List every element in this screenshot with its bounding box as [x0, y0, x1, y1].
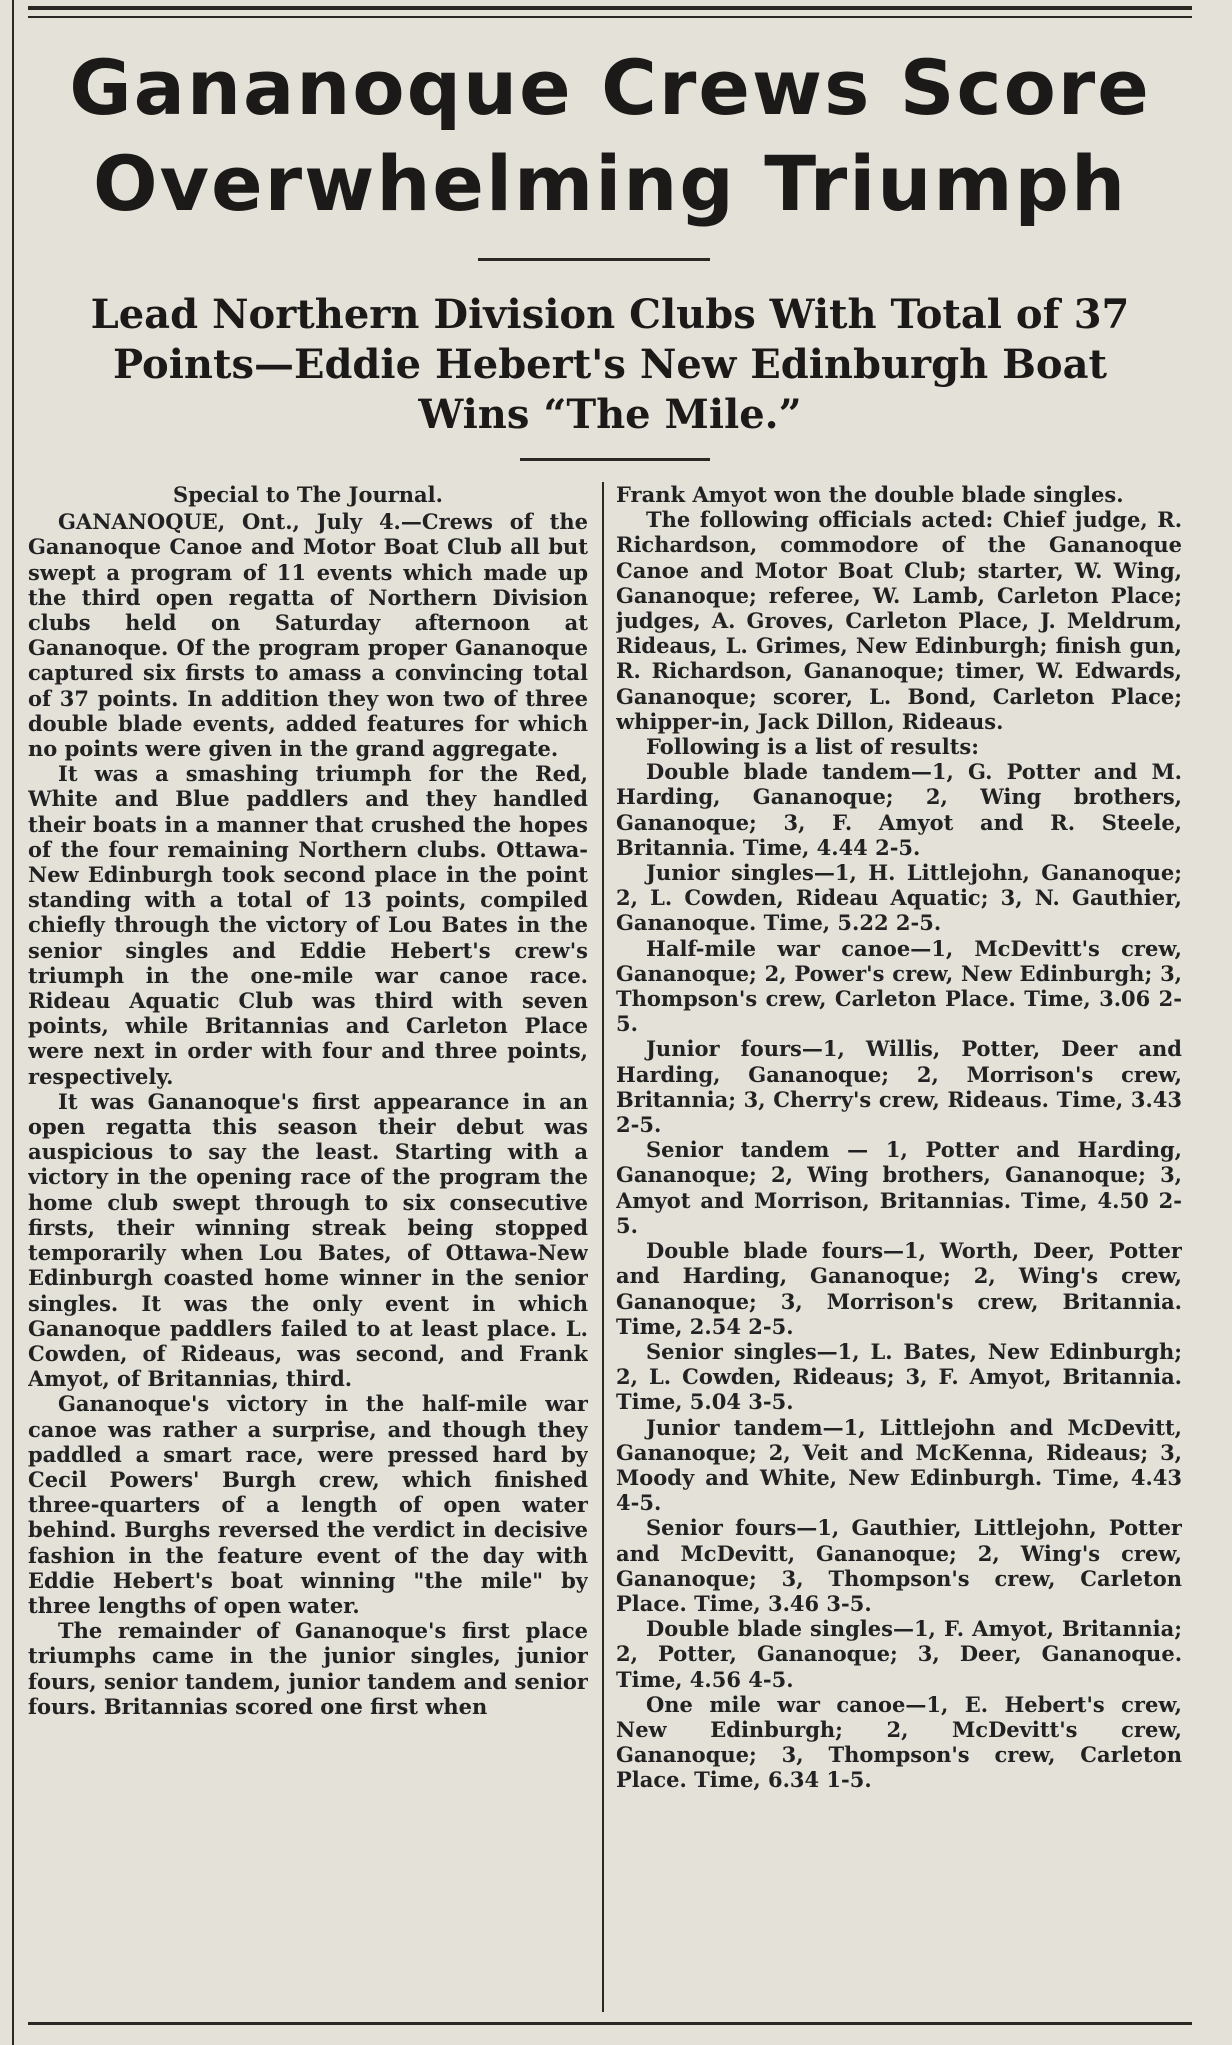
- results-intro: Following is a list of results:: [646, 734, 979, 760]
- result-entry: Senior singles—1, L. Bates, New Edinburgh; 2, L. Cowden, Rideaus; 3, F. Amyot, Britannia. Time, 5.04 3-5.: [616, 1338, 1182, 1415]
- subheadline: [28, 290, 1192, 440]
- paragraph: Gananoque's victory in the half-mile war canoe was rather a surprise, and though they paddled a smart race, were pressed hard by Cecil Powers' Burgh crew, which finished three-quarters of a length of open water behind. Burghs reversed the verdict in decisive fashion in the feature event of the day with Eddie Hebert's boat winning "the mile" by three lengths of open water.: [28, 1391, 588, 1618]
- subheadline-line-2: Points—Eddie Hebert's New Edinburgh Boat: [113, 341, 1107, 388]
- paragraph: It was a smashing triumph for the Red, White and Blue paddlers and they handled their boats in a manner that crushed the hopes of the four remaining Northern clubs. Ottawa-New Edinburgh took second place in the point standing with a total of 13 points, compiled chiefly through the victory of Lou Bates in the senior singles and Eddie Hebert's crew's triumph in the one-mile war canoe race. Rideau Aquatic Club was third with seven points, while Britannias and Carleton Place were next in order with four and three points, respectively.: [28, 761, 588, 1089]
- byline: Special to The Journal.: [173, 482, 443, 507]
- headline-line-2: Overwhelming Triumph: [92, 139, 1128, 228]
- subheadline-line-3: Wins “The Mile.”: [418, 391, 802, 438]
- article-column-left: [28, 482, 588, 1719]
- result-entry: One mile war canoe—1, E. Hebert's crew, New Edinburgh; 2, McDevitt's crew, Gananoque; 3, Thompson's crew, Carleton Place. Time, 6.34 1-5.: [616, 1691, 1182, 1793]
- bottom-rule: [28, 2022, 1192, 2025]
- result-entry: Senior fours—1, Gauthier, Littlejohn, Potter and McDevitt, Gananoque; 2, Wing's crew, Gananoque; 3, Thompson's crew, Carleton Place. Time, 3.46 3-5.: [616, 1515, 1182, 1616]
- page-left-border: [12, 0, 14, 2045]
- headline: [28, 40, 1192, 232]
- top-rule: [28, 6, 1192, 10]
- result-entry: Junior tandem—1, Littlejohn and McDevitt, Gananoque; 2, Veit and McKenna, Rideaus; 3, Moody and White, New Edinburgh. Time, 4.43 4-5.: [616, 1414, 1182, 1516]
- result-entry: Junior fours—1, Willis, Potter, Deer and Harding, Gananoque; 2, Morrison's crew, Britannia; 3, Cherry's crew, Rideaus. Time, 3.43 2-5.: [616, 1036, 1182, 1138]
- paragraph: It was Gananoque's first appearance in an open regatta this season their debut was auspicious to say the least. Starting with a victory in the opening race of the program the home club swept through to six consecutive firsts, their winning streak being stopped temporarily when Lou Bates, of Ottawa-New Edinburgh coasted home winner in the senior singles. It was the only event in which Gananoque paddlers failed to at least place. L. Cowden, of Rideaus, was second, and Frank Amyot, of Britannias, third.: [28, 1088, 588, 1392]
- result-entry: Double blade tandem—1, G. Potter and M. Harding, Gananoque; 2, Wing brothers, Gananoque; 3, F. Amyot and R. Steele, Britannia. Time, 4.44 2-5.: [616, 759, 1182, 860]
- subheadline-line-1: Lead Northern Division Clubs With Total of 37: [90, 291, 1130, 338]
- paragraph-officials: The following officials acted: Chief judge, R. Richardson, commodore of the Gananoque Canoe and Motor Boat Club; starter, W. Wing, Gananoque; referee, W. Lamb, Carleton Place; judges, A. Groves, Carleton Place, J. Meldrum, Rideaus, L. Grimes, New Edinburgh; finish gun, R. Richardson, Gananoque; timer, W. Edwards, Gananoque; scorer, L. Bond, Carleton Place; whipper-in, Jack Dillon, Rideaus.: [616, 507, 1182, 734]
- paragraph: The remainder of Gananoque's first place triumphs came in the junior singles, junior fours, senior tandem, junior tandem and senior fours. Britannias scored one first when: [28, 1618, 588, 1719]
- paragraph-continued: Frank Amyot won the double blade singles.: [616, 482, 1124, 507]
- headline-divider: [478, 258, 710, 261]
- subheadline-divider: [520, 458, 710, 461]
- column-divider: [602, 482, 604, 2012]
- top-rule-thin: [28, 16, 1192, 18]
- result-entry: Double blade singles—1, F. Amyot, Britannia; 2, Potter, Gananoque; 3, Deer, Gananoque. Time, 4.56 4-5.: [616, 1616, 1182, 1692]
- result-entry: Junior singles—1, H. Littlejohn, Gananoque; 2, L. Cowden, Rideau Aquatic; 3, N. Gauthier, Gananoque. Time, 5.22 2-5.: [616, 860, 1182, 936]
- article-column-right: [616, 482, 1182, 1793]
- headline-line-1: Gananoque Crews Score: [69, 43, 1151, 132]
- paragraph-dateline: GANANOQUE, Ont., July 4.—Crews of the Gananoque Canoe and Motor Boat Club all but swept a program of 11 events which made up the third open regatta of Northern Division clubs held on Saturday afternoon at Gananoque. Of the program proper Gananoque captured six firsts to amass a convincing total of 37 points. In addition they won two of three double blade events, added features for which no points were given in the grand aggregate.: [28, 509, 588, 762]
- result-entry: Half-mile war canoe—1, McDevitt's crew, Gananoque; 2, Power's crew, New Edinburgh; 3, Thompson's crew, Carleton Place. Time, 3.06 2-5.: [616, 935, 1182, 1037]
- result-entry: Senior tandem — 1, Potter and Harding, Gananoque; 2, Wing brothers, Gananoque; 3, Amyot and Morrison, Britannias. Time, 4.50 2-5.: [616, 1137, 1182, 1238]
- result-entry: Double blade fours—1, Worth, Deer, Potter and Harding, Gananoque; 2, Wing's crew, Gananoque; 3, Morrison's crew, Britannia. Time, 2.54 2-5.: [616, 1238, 1182, 1339]
